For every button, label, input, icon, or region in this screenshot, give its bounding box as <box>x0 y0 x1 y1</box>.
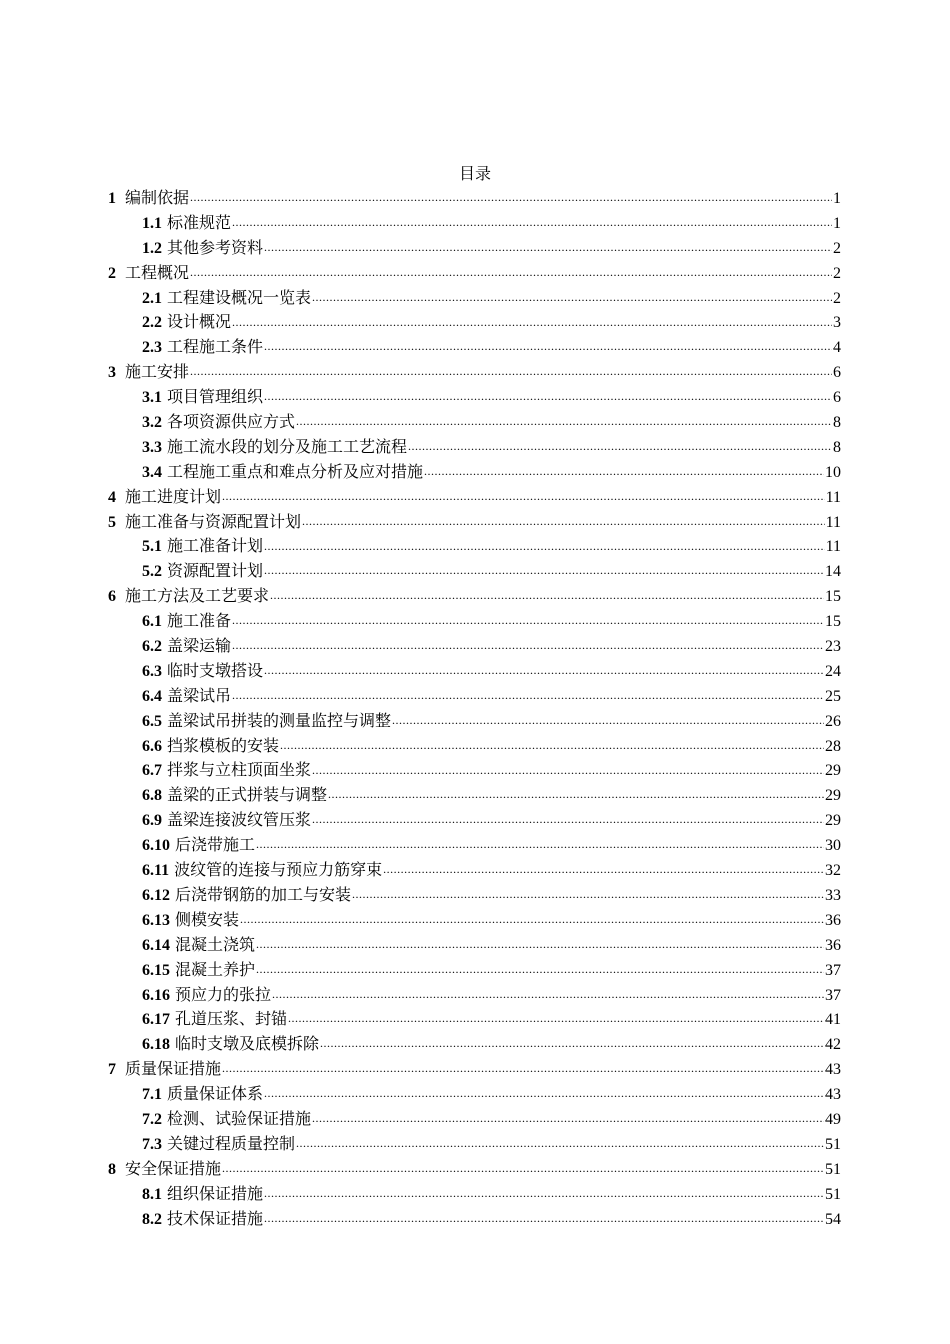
toc-dot-leader <box>312 1112 824 1124</box>
toc-page-number: 26 <box>825 712 841 730</box>
table-of-contents <box>108 187 841 1232</box>
toc-entry-number: 6.1 <box>142 613 162 631</box>
toc-entry-title: 质量保证措施 <box>125 1061 222 1079</box>
toc-entry-title: 拌浆与立柱顶面坐浆 <box>167 762 312 780</box>
toc-entry-number: 6.14 <box>142 936 170 954</box>
toc-section-entry[interactable] <box>108 1083 841 1108</box>
toc-page-number: 30 <box>825 837 841 855</box>
toc-dot-leader <box>264 390 832 402</box>
toc-entry-number: 6.8 <box>142 787 162 805</box>
toc-entry-number: 6.18 <box>142 1036 170 1054</box>
toc-dot-leader <box>232 315 832 327</box>
toc-entry-title: 盖梁运输 <box>167 638 232 656</box>
toc-entry-number: 5.1 <box>142 538 162 556</box>
toc-section-entry[interactable] <box>108 710 841 735</box>
toc-entry-title: 混凝土浇筑 <box>175 936 256 954</box>
toc-page-number: 2 <box>833 289 841 307</box>
toc-page-number: 15 <box>825 588 841 606</box>
toc-section-entry[interactable] <box>108 685 841 710</box>
toc-entry-number: 6.10 <box>142 837 170 855</box>
toc-entry-title: 施工准备与资源配置计划 <box>125 513 302 531</box>
toc-dot-leader <box>232 216 832 228</box>
toc-page-number: 6 <box>833 389 841 407</box>
toc-entry-title: 施工方法及工艺要求 <box>125 588 270 606</box>
toc-dot-leader <box>264 1187 824 1199</box>
toc-chapter-entry[interactable] <box>108 511 841 536</box>
toc-dot-leader <box>222 490 825 502</box>
toc-page-number: 6 <box>833 364 841 382</box>
toc-page-number: 37 <box>825 961 841 979</box>
toc-page-number: 29 <box>825 812 841 830</box>
toc-entry-number: 6.5 <box>142 712 162 730</box>
toc-page-number: 14 <box>825 563 841 581</box>
toc-entry-title: 技术保证措施 <box>167 1210 264 1228</box>
toc-page-number: 29 <box>825 762 841 780</box>
toc-dot-leader <box>264 539 825 551</box>
toc-dot-leader <box>296 415 832 427</box>
toc-page-number: 33 <box>825 886 841 904</box>
toc-dot-leader <box>264 664 824 676</box>
toc-chapter-entry[interactable] <box>108 361 841 386</box>
toc-entry-title: 质量保证体系 <box>167 1086 264 1104</box>
toc-entry-title: 设计概况 <box>167 314 232 332</box>
toc-page-number: 24 <box>825 662 841 680</box>
toc-entry-title: 临时支墩及底模拆除 <box>175 1036 320 1054</box>
toc-entry-title: 预应力的张拉 <box>175 986 272 1004</box>
toc-entry-title: 检测、试验保证措施 <box>167 1110 312 1128</box>
toc-dot-leader <box>190 266 832 278</box>
toc-section-entry[interactable] <box>108 461 841 486</box>
toc-entry-title: 工程概况 <box>125 264 190 282</box>
toc-section-entry[interactable] <box>108 386 841 411</box>
toc-entry-title: 工程施工条件 <box>167 339 264 357</box>
toc-page-number: 41 <box>825 1011 841 1029</box>
toc-dot-leader <box>383 863 824 875</box>
toc-entry-title: 波纹管的连接与预应力筋穿束 <box>174 862 383 880</box>
toc-page-number: 11 <box>825 513 841 531</box>
toc-entry-title: 临时支墩搭设 <box>167 662 264 680</box>
toc-entry-title: 混凝土养护 <box>175 961 256 979</box>
toc-dot-leader <box>270 589 824 601</box>
toc-entry-title: 施工安排 <box>125 364 190 382</box>
toc-entry-title: 组织保证措施 <box>167 1185 264 1203</box>
toc-page-number: 43 <box>825 1086 841 1104</box>
toc-page-number: 42 <box>825 1036 841 1054</box>
toc-entry-number: 2 <box>108 264 116 282</box>
toc-section-entry[interactable] <box>108 1133 841 1158</box>
toc-section-entry[interactable] <box>108 237 841 262</box>
toc-page-number: 51 <box>825 1185 841 1203</box>
toc-section-entry[interactable] <box>108 411 841 436</box>
toc-entry-number: 7.1 <box>142 1086 162 1104</box>
toc-page-number: 11 <box>825 488 841 506</box>
toc-entry-number: 2.2 <box>142 314 162 332</box>
toc-section-entry[interactable] <box>108 1208 841 1233</box>
toc-page-number: 37 <box>825 986 841 1004</box>
toc-dot-leader <box>190 191 832 203</box>
toc-entry-title: 后浇带施工 <box>175 837 256 855</box>
toc-section-entry[interactable] <box>108 660 841 685</box>
toc-page-number: 10 <box>825 463 841 481</box>
toc-entry-number: 7 <box>108 1061 116 1079</box>
toc-entry-number: 6.2 <box>142 638 162 656</box>
toc-section-entry[interactable] <box>108 735 841 760</box>
toc-section-entry[interactable] <box>108 834 841 859</box>
toc-section-entry[interactable] <box>108 311 841 336</box>
toc-section-entry[interactable] <box>108 1008 841 1033</box>
toc-page-number: 1 <box>833 190 841 207</box>
toc-entry-number: 5 <box>108 513 116 531</box>
toc-entry-number: 6.13 <box>142 911 170 929</box>
toc-page-number: 1 <box>833 214 841 232</box>
toc-page-number: 11 <box>825 538 841 556</box>
toc-dot-leader <box>256 938 824 950</box>
toc-page-number: 8 <box>833 414 841 432</box>
toc-entry-number: 3 <box>108 364 116 382</box>
toc-entry-number: 4 <box>108 488 116 506</box>
toc-dot-leader <box>352 888 824 900</box>
toc-section-entry[interactable] <box>108 984 841 1009</box>
toc-entry-number: 3.3 <box>142 438 162 456</box>
toc-section-entry[interactable] <box>108 884 841 909</box>
toc-chapter-entry[interactable] <box>108 585 841 610</box>
toc-page-number: 8 <box>833 438 841 456</box>
toc-entry-number: 2.1 <box>142 289 162 307</box>
toc-entry-number: 6.12 <box>142 886 170 904</box>
toc-dot-leader <box>264 1087 824 1099</box>
toc-entry-title: 盖梁的正式拼装与调整 <box>167 787 328 805</box>
toc-title: 目录 <box>458 166 491 183</box>
toc-entry-number: 6.3 <box>142 662 162 680</box>
toc-chapter-entry[interactable] <box>108 262 841 287</box>
toc-entry-title: 关键过程质量控制 <box>167 1135 296 1153</box>
toc-page-number: 25 <box>825 687 841 705</box>
toc-dot-leader <box>296 1137 824 1149</box>
toc-page-number: 2 <box>833 264 841 282</box>
toc-section-entry[interactable] <box>108 1033 841 1058</box>
toc-entry-number: 1 <box>108 190 116 207</box>
toc-dot-leader <box>280 739 824 751</box>
toc-dot-leader <box>288 1012 824 1024</box>
toc-entry-title: 施工准备 <box>167 613 232 631</box>
toc-dot-leader <box>328 788 824 800</box>
toc-page-number: 43 <box>825 1061 841 1079</box>
toc-page-number: 2 <box>833 239 841 257</box>
toc-entry-title: 工程建设概况一览表 <box>167 289 312 307</box>
toc-section-entry[interactable] <box>108 212 841 237</box>
toc-page-number: 28 <box>825 737 841 755</box>
toc-dot-leader <box>264 1212 824 1224</box>
toc-section-entry[interactable] <box>108 1108 841 1133</box>
toc-entry-title: 标准规范 <box>167 214 232 232</box>
toc-entry-number: 8.1 <box>142 1185 162 1203</box>
toc-entry-title: 施工进度计划 <box>125 488 222 506</box>
toc-page-number: 49 <box>825 1110 841 1128</box>
toc-dot-leader <box>408 440 832 452</box>
toc-dot-leader <box>232 689 824 701</box>
toc-section-entry[interactable] <box>108 859 841 884</box>
toc-section-entry[interactable] <box>108 610 841 635</box>
toc-dot-leader <box>190 365 832 377</box>
toc-section-entry[interactable] <box>108 336 841 361</box>
toc-entry-title: 盖梁试吊 <box>167 687 232 705</box>
toc-entry-title: 编制依据 <box>125 190 190 207</box>
toc-section-entry[interactable] <box>108 959 841 984</box>
toc-entry-number: 3.1 <box>142 389 162 407</box>
toc-section-entry[interactable] <box>108 934 841 959</box>
toc-section-entry[interactable] <box>108 809 841 834</box>
toc-entry-title: 后浇带钢筋的加工与安装 <box>175 886 352 904</box>
toc-dot-leader <box>240 913 824 925</box>
toc-entry-title: 侧模安装 <box>175 911 240 929</box>
toc-dot-leader <box>272 988 824 1000</box>
toc-entry-title: 资源配置计划 <box>167 563 264 581</box>
toc-dot-leader <box>264 241 832 253</box>
toc-entry-title: 盖梁连接波纹管压浆 <box>167 812 312 830</box>
toc-entry-number: 7.3 <box>142 1135 162 1153</box>
toc-entry-number: 2.3 <box>142 339 162 357</box>
toc-section-entry[interactable] <box>108 436 841 461</box>
toc-entry-number: 8.2 <box>142 1210 162 1228</box>
toc-section-entry[interactable] <box>108 535 841 560</box>
toc-page-number: 3 <box>833 314 841 332</box>
toc-dot-leader <box>256 838 824 850</box>
toc-page-number: 32 <box>825 862 841 880</box>
toc-section-entry[interactable] <box>108 560 841 585</box>
toc-entry-number: 8 <box>108 1160 116 1178</box>
toc-page-number: 4 <box>833 339 841 357</box>
toc-entry-number: 1.2 <box>142 239 162 257</box>
toc-entry-number: 3.4 <box>142 463 162 481</box>
toc-entry-number: 7.2 <box>142 1110 162 1128</box>
toc-entry-number: 6.6 <box>142 737 162 755</box>
toc-entry-title: 孔道压浆、封锚 <box>175 1011 288 1029</box>
toc-entry-number: 3.2 <box>142 414 162 432</box>
toc-entry-title: 项目管理组织 <box>167 389 264 407</box>
toc-dot-leader <box>392 714 824 726</box>
toc-page-number: 23 <box>825 638 841 656</box>
toc-section-entry[interactable] <box>108 909 841 934</box>
toc-dot-leader <box>232 614 824 626</box>
toc-chapter-entry[interactable] <box>108 187 841 212</box>
toc-dot-leader <box>222 1162 824 1174</box>
toc-entry-number: 6.4 <box>142 687 162 705</box>
toc-entry-title: 各项资源供应方式 <box>167 414 296 432</box>
toc-entry-title: 安全保证措施 <box>125 1160 222 1178</box>
toc-dot-leader <box>256 963 824 975</box>
toc-chapter-entry[interactable] <box>108 486 841 511</box>
toc-dot-leader <box>424 465 824 477</box>
toc-section-entry[interactable] <box>108 635 841 660</box>
toc-entry-number: 6 <box>108 588 116 606</box>
toc-section-entry[interactable] <box>108 784 841 809</box>
toc-dot-leader <box>312 291 832 303</box>
toc-page-number: 15 <box>825 613 841 631</box>
toc-dot-leader <box>320 1037 824 1049</box>
toc-entry-number: 6.11 <box>142 862 170 880</box>
toc-entry-number: 5.2 <box>142 563 162 581</box>
toc-page-number: 51 <box>825 1135 841 1153</box>
toc-dot-leader <box>264 564 824 576</box>
toc-entry-title: 工程施工重点和难点分析及应对措施 <box>167 463 424 481</box>
toc-dot-leader <box>222 1062 824 1074</box>
toc-entry-title: 盖梁试吊拼装的测量监控与调整 <box>167 712 392 730</box>
toc-page-number: 51 <box>825 1160 841 1178</box>
toc-entry-number: 6.9 <box>142 812 162 830</box>
toc-dot-leader <box>302 515 825 527</box>
toc-entry-number: 6.15 <box>142 961 170 979</box>
toc-chapter-entry[interactable] <box>108 1058 841 1083</box>
toc-entry-title: 其他参考资料 <box>167 239 264 257</box>
toc-dot-leader <box>232 639 824 651</box>
toc-section-entry[interactable] <box>108 759 841 784</box>
toc-chapter-entry[interactable] <box>108 1158 841 1183</box>
toc-section-entry[interactable] <box>108 1183 841 1208</box>
toc-entry-number: 1.1 <box>142 214 162 232</box>
toc-dot-leader <box>312 813 824 825</box>
toc-dot-leader <box>264 340 832 352</box>
toc-entry-number: 6.7 <box>142 762 162 780</box>
toc-entry-title: 施工准备计划 <box>167 538 264 556</box>
toc-entry-title: 挡浆模板的安装 <box>167 737 280 755</box>
toc-page-number: 36 <box>825 936 841 954</box>
toc-entry-number: 6.16 <box>142 986 170 1004</box>
toc-entry-number: 6.17 <box>142 1011 170 1029</box>
toc-dot-leader <box>312 763 824 775</box>
toc-section-entry[interactable] <box>108 287 841 312</box>
toc-page-number: 36 <box>825 911 841 929</box>
toc-page-number: 54 <box>825 1210 841 1228</box>
toc-page-number: 29 <box>825 787 841 805</box>
toc-entry-title: 施工流水段的划分及施工工艺流程 <box>167 438 408 456</box>
